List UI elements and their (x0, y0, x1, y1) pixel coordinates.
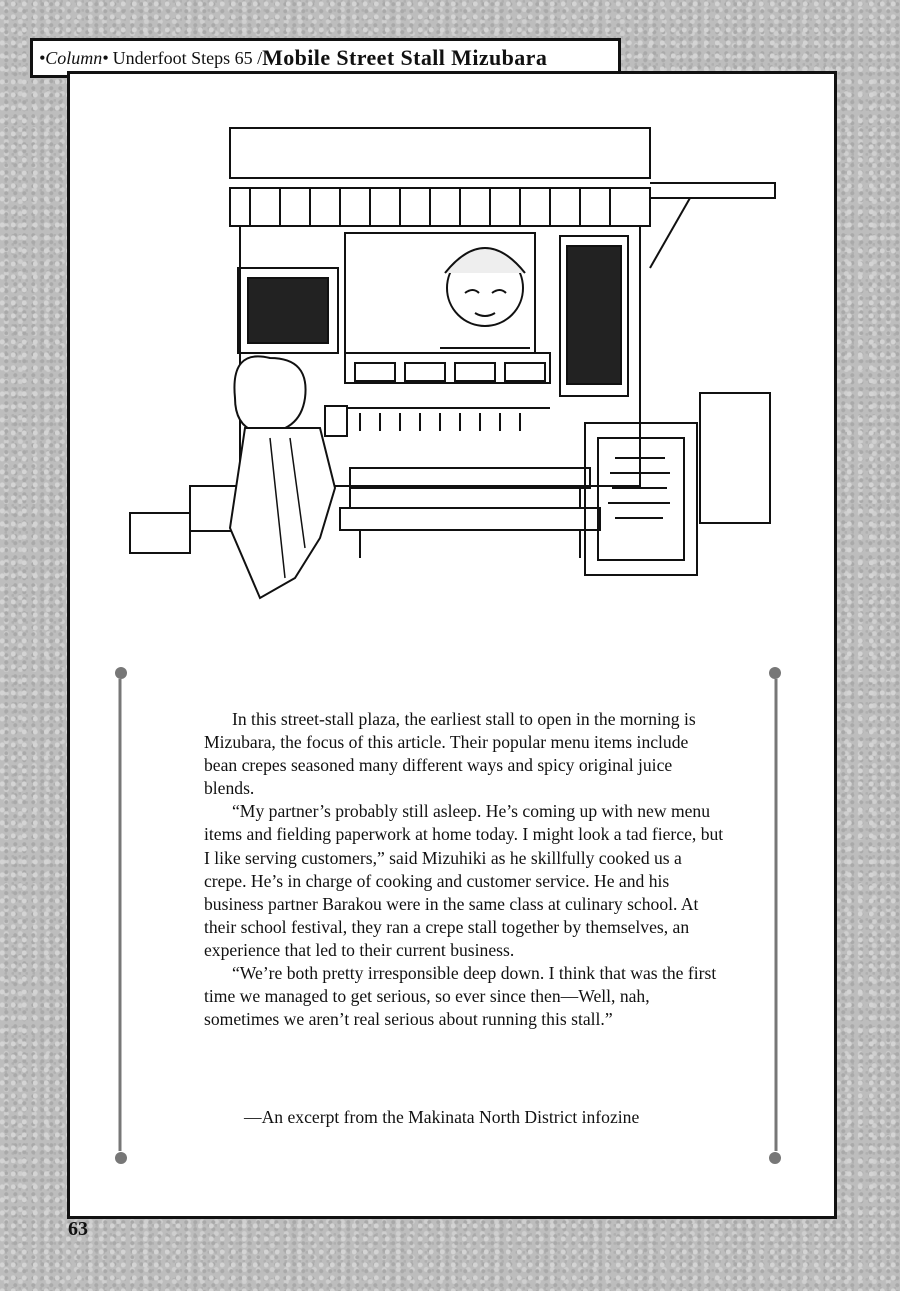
column-label: •Column• (39, 47, 109, 68)
article-paragraph: In this street-stall plaza, the earliest stall to open in the morning is Mizubara, the focus of this article. Their popular menu items include bean crepes seasoned many different ways and spicy original juice blends. (204, 709, 696, 799)
customer (234, 356, 305, 433)
counter (345, 353, 550, 383)
left-bracket-ornament (114, 665, 128, 1165)
page-number: 63 (68, 1218, 88, 1240)
article-paragraph: “My partner’s probably still asleep. He’s coming up with new menu items and fielding paperwork at home today. I might look a tad fierce, but I like serving customers,” said Mizuhiki as he skillfully cooked us a crepe. He’s in charge of cooking and customer service. He and his business partner Barakou were in the same class at culinary school. At their school festival, they ran a crepe stall together by themselves, an experience that led to their current business. (204, 801, 724, 960)
crate-left (130, 513, 190, 553)
stall-roof (230, 128, 650, 178)
column-series: Underfoot Steps 65 / (112, 47, 263, 68)
article-paragraph: “We’re both pretty irresponsible deep down. I think that was the first time we managed to get serious, so ever since then—Well, nah, sometimes we aren’t real serious about running this stall.” (204, 963, 717, 1030)
street-stall-illustration (120, 108, 780, 608)
right-bracket-ornament (768, 665, 782, 1165)
article-citation: —An excerpt from the Makinata North District infozine (244, 1107, 640, 1127)
column-title: Mobile Street Stall Mizubara (262, 45, 548, 70)
side-awning (650, 183, 775, 198)
article-body (204, 708, 724, 1031)
crate-right (700, 393, 770, 523)
stall-awning (230, 188, 650, 226)
